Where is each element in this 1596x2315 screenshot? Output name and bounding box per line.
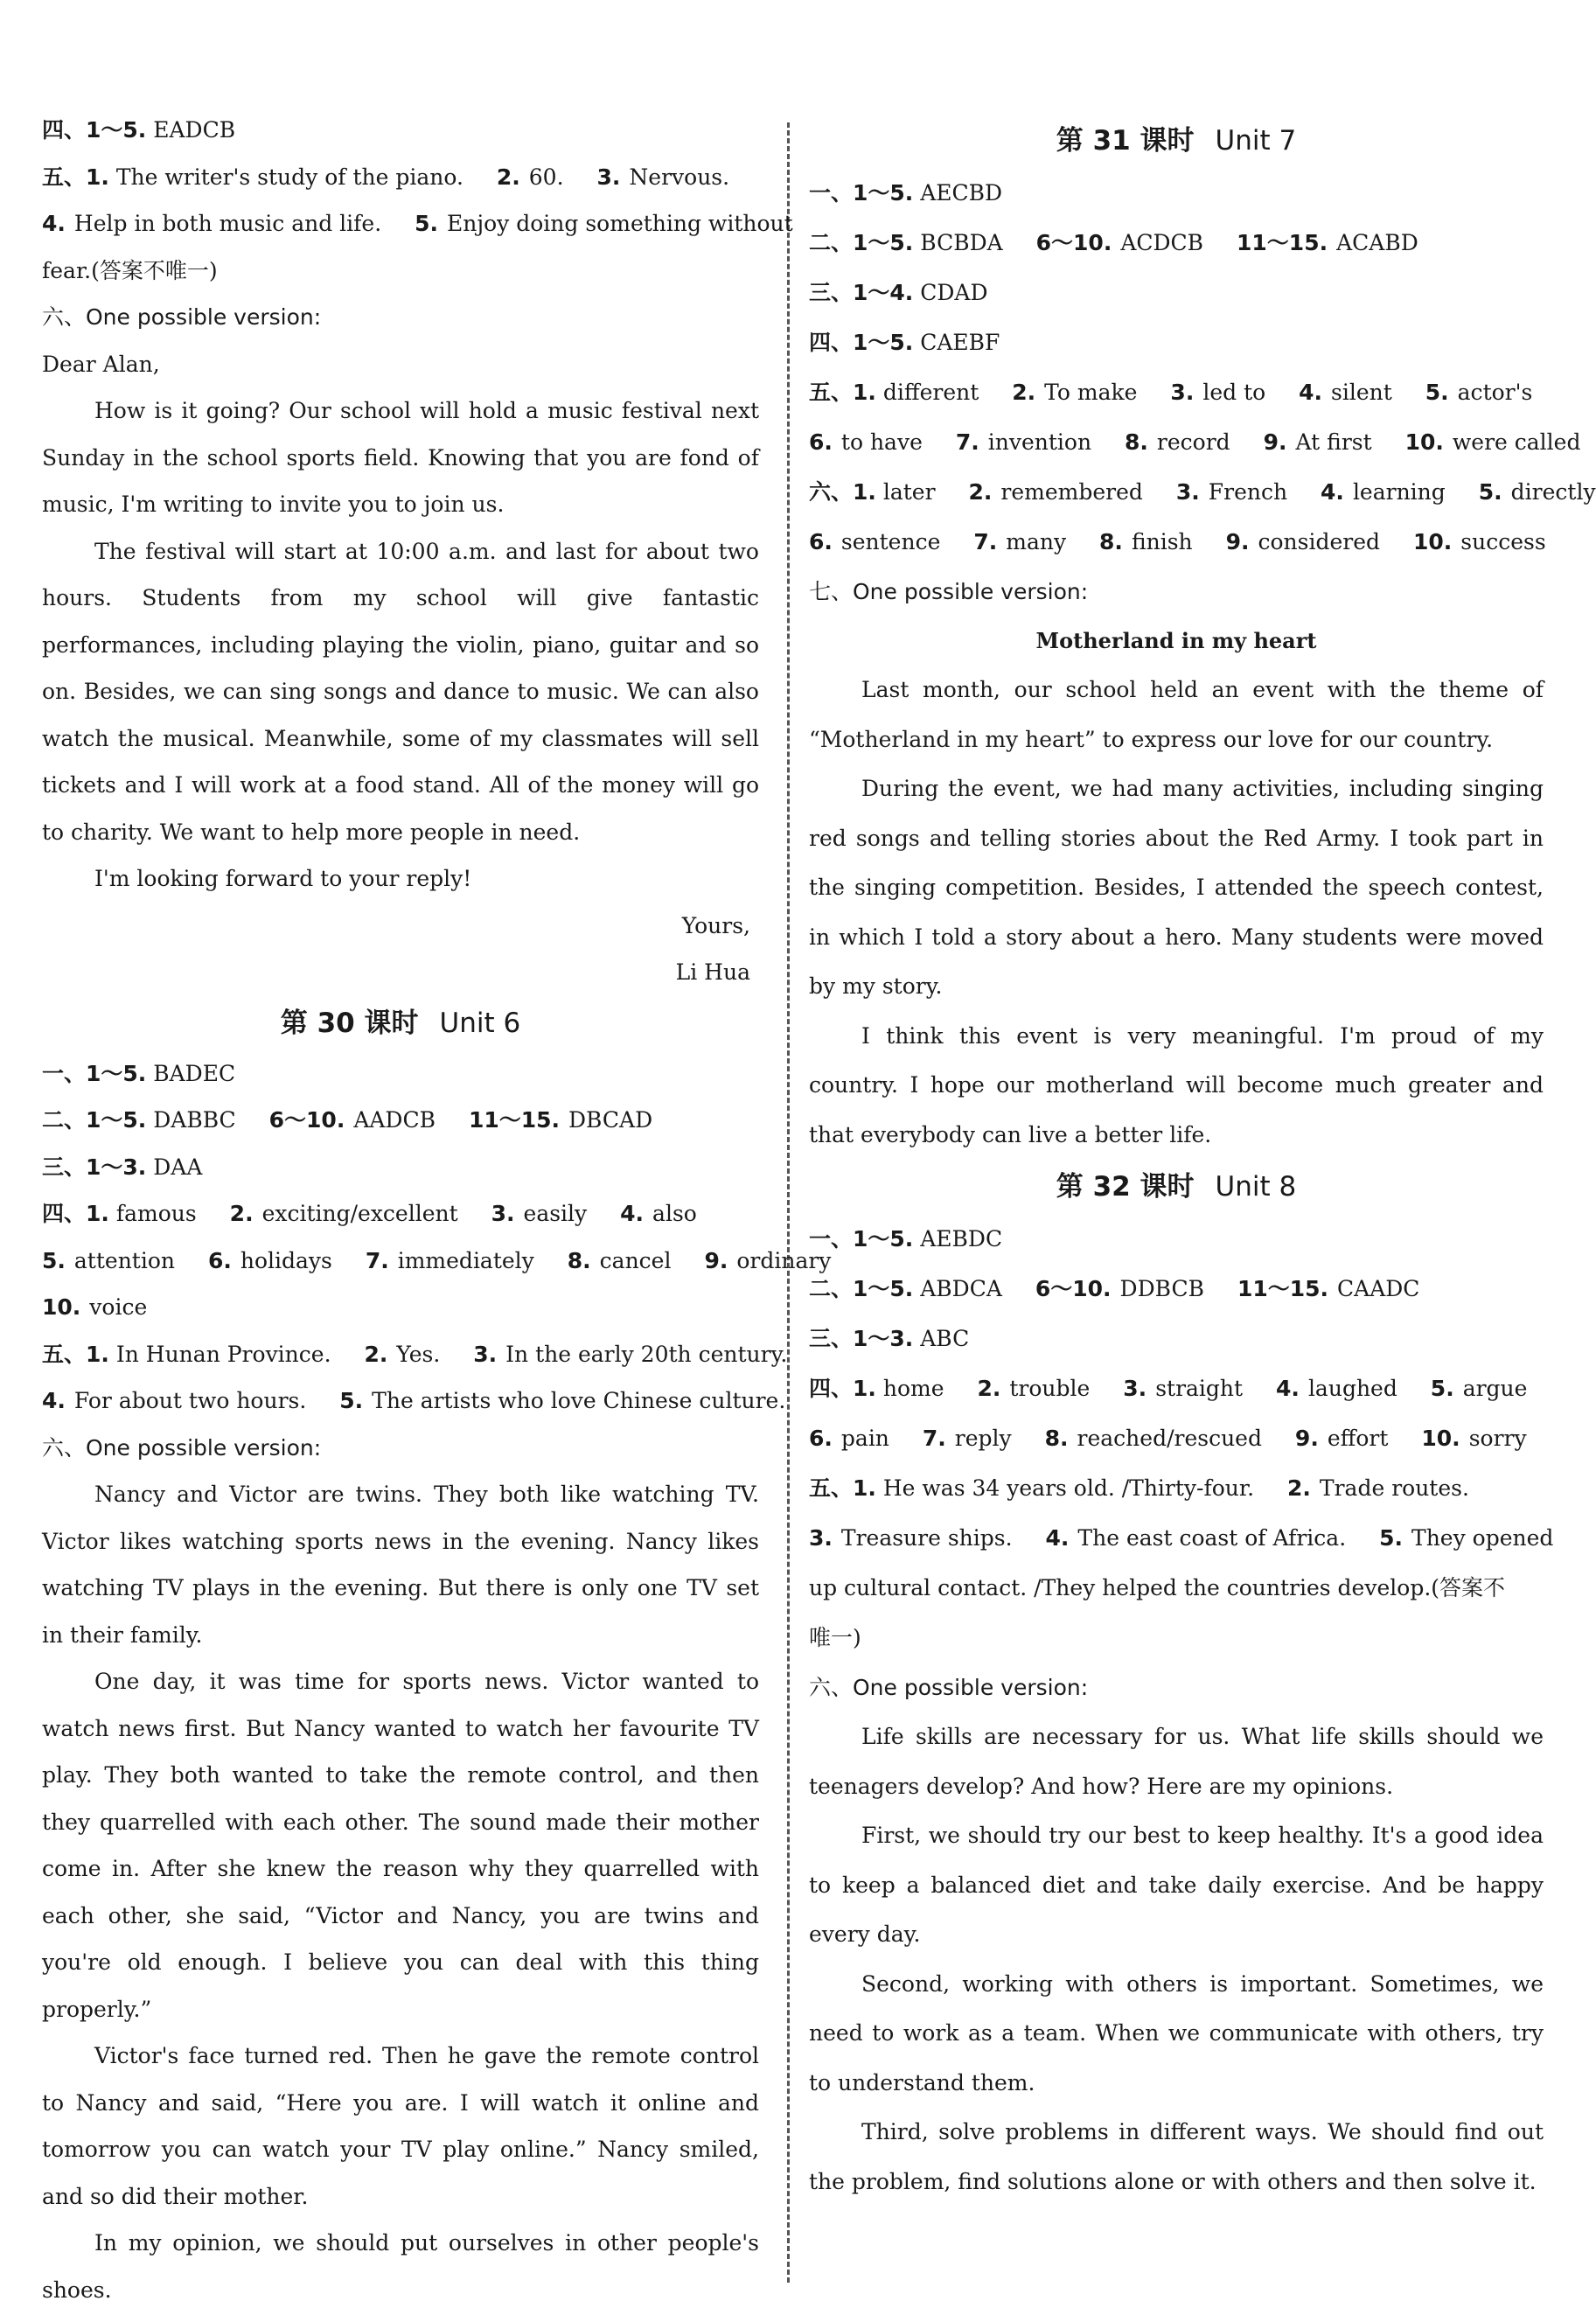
- answer: laughed: [1307, 1376, 1397, 1401]
- answer: Treasure ships.: [840, 1525, 1013, 1551]
- section-4-line: [42, 107, 759, 154]
- item-number: 5.: [415, 211, 439, 236]
- right-column: [809, 114, 1596, 2207]
- section-5-line-2: [42, 200, 793, 248]
- answer: famous: [115, 1201, 197, 1226]
- answer: They opened: [1411, 1525, 1554, 1551]
- answer: AECBD: [920, 180, 1003, 206]
- answer: CDAD: [920, 280, 988, 305]
- answer: Help in both music and life.: [73, 211, 382, 236]
- item-number: 3.: [1123, 1376, 1147, 1401]
- section-label: 二、1～5.: [42, 1107, 147, 1133]
- item-number: 9.: [1225, 529, 1250, 554]
- answer: actor's: [1457, 380, 1533, 405]
- unit-label: Unit 6: [439, 1007, 521, 1039]
- letter-paragraph-3: I'm looking forward to your reply!: [94, 866, 472, 891]
- item-number: 8.: [1044, 1426, 1069, 1451]
- l31-section-5-line-2: [809, 417, 1581, 467]
- answer: DBCAD: [568, 1107, 653, 1133]
- item-number: 3.: [596, 164, 621, 190]
- item-number: 5.: [1379, 1525, 1404, 1551]
- item-number: 8.: [567, 1247, 591, 1273]
- unit-label: Unit 7: [1215, 125, 1297, 157]
- l32-section-4-line-2: [809, 1413, 1544, 1463]
- l31-section-4: [809, 317, 1544, 367]
- answer: AEBDC: [920, 1226, 1003, 1252]
- answer: pain: [840, 1426, 889, 1451]
- letter-closing: Yours,: [681, 912, 750, 938]
- answer: To make: [1044, 380, 1138, 405]
- letter-paragraph-1: How is it going? Our school will hold a music festival next Sunday in the school sports field. Knowing that you are fond of music, I'm writing to invite you to join us.: [42, 398, 759, 517]
- unit-label: Unit 8: [1215, 1171, 1297, 1203]
- item-number: 3.: [1175, 479, 1200, 505]
- story-paragraph-3: Victor's face turned red. Then he gave the remote control to Nancy and said, “Here you are. I will watch it online and tomorrow you can watch your TV play online.” Nancy smiled, and so did their mother.: [42, 2043, 759, 2209]
- item-number: 10.: [1404, 429, 1444, 455]
- lesson-title: 第 30 课时: [280, 1007, 419, 1039]
- answer: BADEC: [153, 1060, 236, 1086]
- l32-section-5-line-3: [809, 1563, 1544, 1613]
- answer: ordinary: [736, 1247, 832, 1273]
- left-column: [42, 107, 832, 2313]
- item-number: 6.: [809, 529, 833, 554]
- item-number: 8.: [1099, 529, 1123, 554]
- opinion-paragraph-2: First, we should try our best to keep healthy. It's a good idea to keep a balanced diet and take daily exercise. And be happy every day.: [809, 1823, 1544, 1947]
- l32-section-4: [809, 1363, 1544, 1413]
- answer: ACDCB: [1120, 230, 1204, 255]
- answer: French: [1208, 479, 1288, 505]
- l30-section-1: [42, 1050, 759, 1098]
- section-label: 四、1.: [809, 1376, 876, 1401]
- answer: straight: [1155, 1376, 1244, 1401]
- item-number: 9.: [1263, 429, 1287, 455]
- answer: BCBDA: [920, 230, 1003, 255]
- answer: 60.: [528, 164, 564, 190]
- section-label: 六、One possible version:: [42, 1434, 322, 1461]
- lesson-31-heading: [809, 114, 1544, 168]
- item-number: 11～15.: [1237, 230, 1328, 255]
- section-label: 六、1.: [809, 479, 876, 505]
- l31-section-1: [809, 168, 1544, 218]
- l32-section-6-label: [809, 1663, 1544, 1712]
- l31-section-5: [809, 367, 1544, 417]
- item-number: 3.: [809, 1525, 833, 1551]
- answer: At first: [1295, 429, 1372, 455]
- answer: ABC: [920, 1326, 970, 1351]
- section-5-line-3: [42, 248, 759, 295]
- answer: were called: [1452, 429, 1581, 455]
- l30-section-2: [42, 1097, 759, 1144]
- answer: invention: [987, 429, 1092, 455]
- item-number: 9.: [704, 1247, 728, 1273]
- item-number: 7.: [955, 429, 979, 455]
- answer: The east coast of Africa.: [1077, 1525, 1347, 1551]
- answer: cancel: [599, 1247, 672, 1273]
- section-label: 六、One possible version:: [42, 304, 322, 330]
- section-label: 七、One possible version:: [809, 579, 1089, 604]
- story-paragraph-2: One day, it was time for sports news. Victor wanted to watch news first. But Nancy wanted to watch her favourite TV play. They both wanted to take the remote control, and then they quarrelled with each other. The sound made their mother come in. After she knew the reason why they quarrelled with each other, she said, “Victor and Nancy, you are twins and you're old enough. I believe you can deal with this thing properly.”: [42, 1669, 759, 2022]
- item-number: 7.: [922, 1426, 946, 1451]
- l30-section-5-line-2: [42, 1377, 786, 1425]
- section-label: 二、1～5.: [809, 230, 914, 255]
- l30-section-4-line-2: [42, 1238, 832, 1285]
- lesson-32-heading: [809, 1160, 1544, 1214]
- item-number: 4.: [1299, 380, 1323, 405]
- letter-greeting: [42, 341, 759, 388]
- item-number: 2.: [968, 479, 993, 505]
- item-number: 2.: [229, 1201, 254, 1226]
- l30-section-5: [42, 1331, 788, 1378]
- opinion-paragraph-3: Second, working with others is important. Sometimes, we need to work as a team. When we communicate with others, try to understand them.: [809, 1970, 1544, 2095]
- essay-paragraph-2: During the event, we had many activities, including singing red songs and telling stories about the Red Army. I took part in the singing competition. Besides, I attended the speech contest, in which I told a story about a hero. Many students were moved by my story.: [809, 776, 1544, 999]
- l31-section-6: [809, 467, 1596, 517]
- section-5-line: [42, 154, 759, 201]
- answer: up cultural contact. /They helped the countries develop.(答案不: [809, 1575, 1506, 1600]
- answer: DABBC: [153, 1107, 236, 1133]
- answer: led to: [1202, 380, 1266, 405]
- section-label: 五、1.: [809, 1475, 876, 1501]
- answer: easily: [523, 1201, 588, 1226]
- section-label: 五、1.: [42, 1341, 109, 1367]
- answer: DDBCB: [1119, 1276, 1204, 1301]
- l31-section-6-line-2: [809, 517, 1544, 567]
- answer: success: [1460, 529, 1546, 554]
- section-label: 三、1～3.: [809, 1326, 914, 1351]
- answer: 唯一): [809, 1625, 861, 1650]
- item-number: 6.: [207, 1247, 232, 1273]
- item-number: 10.: [42, 1294, 81, 1320]
- answer: directly: [1510, 479, 1596, 505]
- essay-title: Motherland in my heart: [1035, 628, 1317, 653]
- item-number: 4.: [1321, 479, 1344, 505]
- l30-section-3: [42, 1144, 759, 1191]
- answer: The writer's study of the piano.: [115, 164, 463, 190]
- answer: CAEBF: [920, 330, 1000, 355]
- item-number: 3.: [473, 1341, 498, 1367]
- item-number: 2.: [1287, 1475, 1311, 1501]
- lesson-title: 第 31 课时: [1056, 125, 1195, 157]
- item-number: 4.: [42, 1388, 66, 1413]
- item-number: 9.: [1294, 1426, 1319, 1451]
- section-label: 二、1～5.: [809, 1276, 914, 1301]
- section-label: 五、1.: [809, 380, 876, 405]
- answer: For about two hours.: [73, 1388, 307, 1413]
- section-label: 六、One possible version:: [809, 1675, 1089, 1700]
- section-label: 一、1～5.: [809, 1226, 914, 1252]
- section-label: 四、1～5.: [809, 330, 914, 355]
- answer: holidays: [240, 1247, 332, 1273]
- section-label: 三、1～4.: [809, 280, 914, 305]
- answer: Trade routes.: [1319, 1475, 1469, 1501]
- answer: The artists who love Chinese culture.: [372, 1388, 786, 1413]
- item-number: 5.: [42, 1247, 66, 1273]
- item-number: 3.: [491, 1201, 515, 1226]
- item-number: 6～10.: [1035, 230, 1112, 255]
- column-divider: [787, 122, 790, 2283]
- answer: Yes.: [396, 1341, 441, 1367]
- l32-section-5: [809, 1463, 1544, 1513]
- answer: home: [882, 1376, 944, 1401]
- section-label: 一、1～5.: [809, 180, 914, 206]
- answer: attention: [73, 1247, 175, 1273]
- answer: to have: [840, 429, 923, 455]
- answer: different: [882, 380, 979, 405]
- answer: remembered: [1000, 479, 1143, 505]
- item-number: 3.: [1170, 380, 1195, 405]
- answer: EADCB: [153, 117, 236, 143]
- item-number: 4.: [1276, 1376, 1300, 1401]
- answer: ACABD: [1336, 230, 1418, 255]
- opinion-paragraph-4: Third, solve problems in different ways. We should find out the problem, find solutions alone or with others and then solve it.: [809, 2119, 1544, 2194]
- answer: In Hunan Province.: [115, 1341, 331, 1367]
- answer: reply: [954, 1426, 1012, 1451]
- l31-section-7-label: [809, 567, 1544, 617]
- answer: He was 34 years old. /Thirty-four.: [882, 1475, 1255, 1501]
- opinion-paragraph-1: Life skills are necessary for us. What life skills should we teenagers develop? And how? Here are my opinions.: [809, 1724, 1544, 1799]
- answer: effort: [1327, 1426, 1389, 1451]
- answer: CAADC: [1337, 1276, 1420, 1301]
- answer: exciting/excellent: [261, 1201, 458, 1226]
- answer: record: [1156, 429, 1230, 455]
- answer: voice: [89, 1294, 148, 1320]
- answer: In the early 20th century.: [505, 1341, 788, 1367]
- l32-section-5-line-2: [809, 1513, 1554, 1563]
- l32-section-5-line-4: [809, 1613, 1544, 1663]
- item-number: 2.: [1012, 380, 1036, 405]
- item-number: 4.: [620, 1201, 645, 1226]
- item-number: 5.: [1425, 380, 1449, 405]
- essay-paragraph-3: I think this event is very meaningful. I'm proud of my country. I hope our motherland will become much greater and that everybody can live a better life.: [809, 1022, 1544, 1147]
- item-number: 6.: [809, 1426, 833, 1451]
- answer: Enjoy doing something without: [447, 211, 793, 236]
- l31-section-3: [809, 268, 1544, 317]
- essay-paragraph-1: Last month, our school held an event with the theme of “Motherland in my heart” to express our love for our country.: [809, 677, 1544, 752]
- lesson-30-heading: [42, 996, 759, 1050]
- l32-section-1: [809, 1214, 1544, 1264]
- item-number: 2.: [977, 1376, 1001, 1401]
- l31-section-2: [809, 218, 1544, 268]
- section-label: 四、1～5.: [42, 117, 147, 143]
- l32-section-2: [809, 1264, 1544, 1314]
- item-number: 5.: [1430, 1376, 1454, 1401]
- item-number: 10.: [1412, 529, 1453, 554]
- item-number: 4.: [42, 211, 66, 236]
- answer: DAA: [153, 1154, 203, 1180]
- letter-signature: Li Hua: [675, 959, 750, 985]
- section-6-label: [42, 294, 759, 341]
- item-number: 2.: [364, 1341, 388, 1367]
- answer: sorry: [1468, 1426, 1527, 1451]
- answer: learning: [1352, 479, 1446, 505]
- answer: immediately: [397, 1247, 534, 1273]
- item-number: 7.: [365, 1247, 389, 1273]
- l30-section-4: [42, 1190, 759, 1238]
- letter-paragraph-2: The festival will start at 10:00 a.m. and last for about two hours. Students from my school will give fantastic performances, including playing the violin, piano, guitar and so on. Besides, we can sing songs and dance to music. We can also watch the musical. Meanwhile, some of my classmates will sell tickets and I will work at a food stand. All of the money will go to charity. We want to help more people in need.: [42, 538, 759, 845]
- item-number: 6～10.: [268, 1107, 345, 1133]
- section-label: 一、1～5.: [42, 1060, 147, 1086]
- greeting: Dear Alan,: [42, 351, 160, 377]
- item-number: 7.: [973, 529, 998, 554]
- l30-section-6-label: [42, 1425, 759, 1472]
- answer: AADCB: [353, 1107, 436, 1133]
- item-number: 5.: [339, 1388, 364, 1413]
- item-number: 6.: [809, 429, 833, 455]
- answer: trouble: [1009, 1376, 1091, 1401]
- answer: fear.(答案不唯一): [42, 257, 218, 283]
- item-number: 2.: [496, 164, 520, 190]
- answer: later: [882, 479, 936, 505]
- answer: ABDCA: [920, 1276, 1002, 1301]
- item-number: 8.: [1125, 429, 1148, 455]
- story-paragraph-4: In my opinion, we should put ourselves in other people's shoes.: [42, 2230, 759, 2303]
- story-paragraph-1: Nancy and Victor are twins. They both like watching TV. Victor likes watching sports news in the evening. Nancy likes watching TV plays in the evening. But there is only one TV set in their family.: [42, 1482, 759, 1648]
- answer: also: [652, 1201, 697, 1226]
- answer: many: [1006, 529, 1067, 554]
- answer: silent: [1331, 380, 1392, 405]
- section-label: 四、1.: [42, 1201, 109, 1226]
- item-number: 5.: [1478, 479, 1502, 505]
- section-label: 三、1～3.: [42, 1154, 147, 1180]
- answer: considered: [1258, 529, 1381, 554]
- l32-section-3: [809, 1314, 1544, 1363]
- item-number: 4.: [1045, 1525, 1070, 1551]
- answer: Nervous.: [629, 164, 730, 190]
- item-number: 6～10.: [1035, 1276, 1112, 1301]
- item-number: 11～15.: [1237, 1276, 1329, 1301]
- item-number: 11～15.: [468, 1107, 561, 1133]
- l30-section-4-line-3: [42, 1284, 759, 1331]
- item-number: 10.: [1421, 1426, 1460, 1451]
- answer: sentence: [840, 529, 941, 554]
- answer: argue: [1462, 1376, 1528, 1401]
- section-label: 五、1.: [42, 164, 109, 190]
- lesson-title: 第 32 课时: [1056, 1171, 1195, 1203]
- answer: finish: [1131, 529, 1193, 554]
- answer: reached/rescued: [1077, 1426, 1262, 1451]
